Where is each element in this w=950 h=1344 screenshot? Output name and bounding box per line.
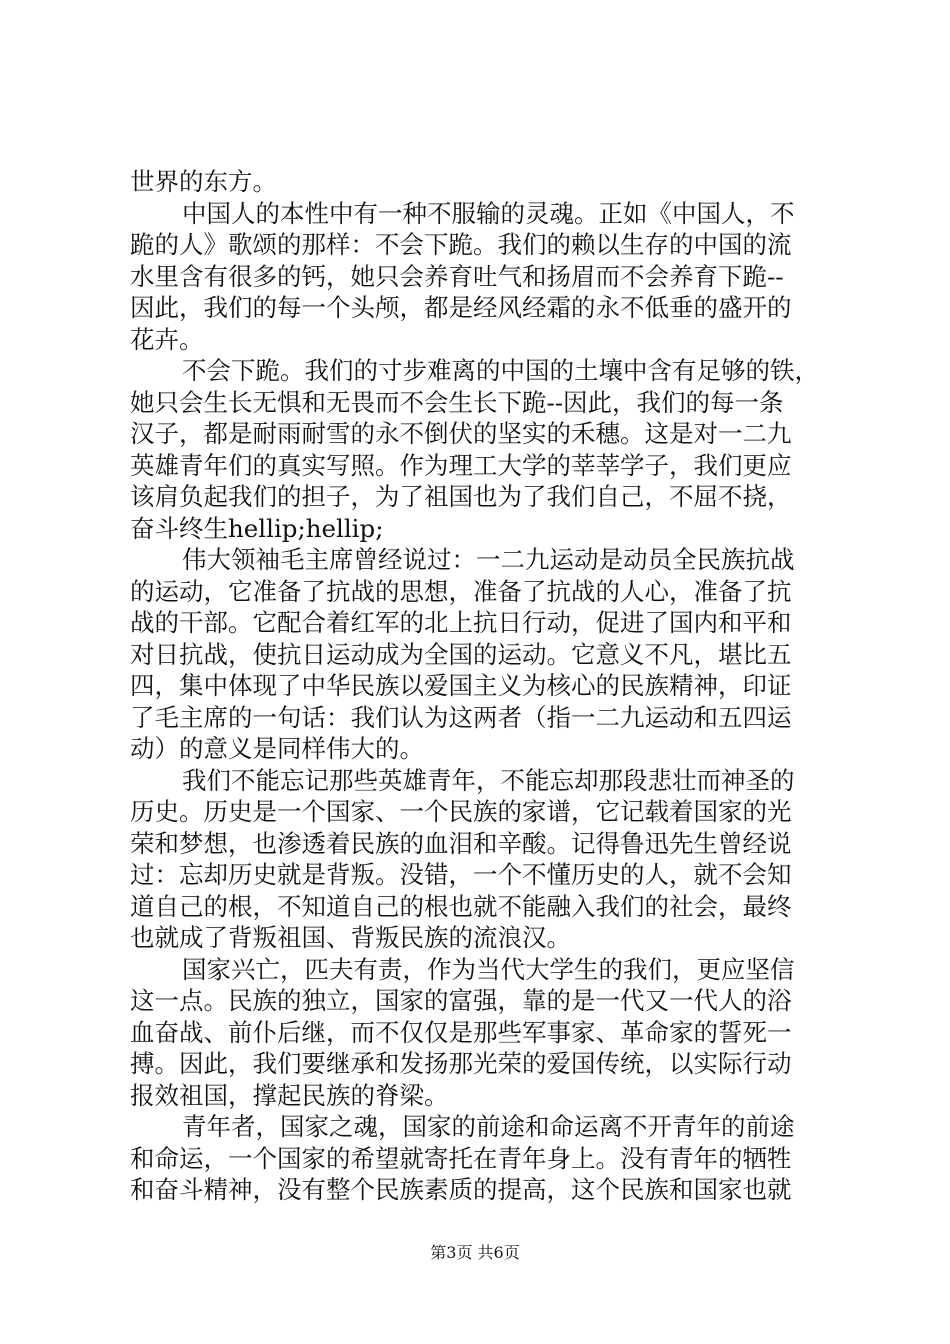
text-line: 该肩负起我们的担子，为了祖国也为了我们自己，不屈不挠， — [130, 482, 792, 511]
document-body — [130, 166, 836, 1206]
text-line: 汉子，都是耐雨耐雪的永不倒伏的坚实的禾穗。这是对一二九 — [130, 419, 792, 448]
text-line: 这一点。民族的独立，国家的富强，靠的是一代又一代人的浴 — [130, 986, 792, 1015]
paragraph-first-line: 我们不能忘记那些英雄青年，不能忘却那段悲壮而神圣的 — [182, 765, 795, 795]
text-line: 报效祖国，撑起民族的脊梁。 — [130, 1080, 449, 1110]
page-number-footer: 第3页 共6页 — [430, 1243, 520, 1262]
text-line: 四，集中体现了中华民族以爱国主义为核心的民族精神，印证 — [130, 671, 792, 700]
paragraph-first-line: 伟大领袖毛主席曾经说过：一二九运动是动员全民族抗战 — [182, 545, 795, 574]
text-line: 也就成了背叛祖国、背叛民族的流浪汉。 — [130, 923, 571, 952]
text-line: 了毛主席的一句话：我们认为这两者（指一二九运动和五四运 — [130, 702, 792, 732]
paragraph-first-line: 青年者，国家之魂，国家的前途和命运离不开青年的前途 — [182, 1112, 795, 1141]
text-line: 对日抗战，使抗日运动成为全国的运动。它意义不凡，堪比五 — [130, 639, 792, 669]
text-line: 水里含有很多的钙，她只会养育吐气和扬眉而不会养育下跪-- — [130, 261, 784, 291]
text-line: 道自己的根，不知道自己的根也就不能融入我们的社会，最终 — [130, 891, 792, 921]
text-line: 和命运，一个国家的希望就寄托在青年身上。没有青年的牺牲 — [130, 1143, 792, 1173]
text-line: 花卉。 — [130, 324, 204, 354]
text-line: 因此，我们的每一个头颅，都是经风经霜的永不低垂的盛开的 — [130, 293, 792, 322]
text-line: 过：忘却历史就是背叛。没错，一个不懂历史的人，就不会知 — [130, 860, 792, 889]
text-line: 跪的人》歌颂的那样：不会下跪。我们的赖以生存的中国的流 — [130, 230, 792, 259]
paragraph-first-line: 中国人的本性中有一种不服输的灵魂。正如《中国人，不 — [182, 198, 795, 228]
text-line: 英雄青年们的真实写照。作为理工大学的莘莘学子，我们更应 — [130, 450, 792, 480]
text-line: 荣和梦想，也渗透着民族的血泪和辛酸。记得鲁迅先生曾经说 — [130, 828, 792, 858]
text-line: 搏。因此，我们要继承和发扬那光荣的爱国传统，以实际行动 — [130, 1049, 792, 1078]
text-line: 血奋战、前仆后继，而不仅仅是那些军事家、革命家的誓死一 — [130, 1017, 792, 1047]
paragraph-first-line: 不会下跪。我们的寸步难离的中国的土壤中含有足够的铁， — [182, 356, 819, 385]
text-line: 世界的东方。 — [130, 167, 277, 196]
text-line: 她只会生长无惧和无畏而不会生长下跪--因此，我们的每一条 — [130, 387, 784, 417]
text-line: 奋斗终生hellip;hellip; — [130, 513, 384, 543]
text-line: 战的干部。它配合着红军的北上抗日行动，促进了国内和平和 — [130, 608, 792, 637]
text-line: 动）的意义是同样伟大的。 — [130, 734, 424, 763]
text-line: 历史。历史是一个国家、一个民族的家谱，它记载着国家的光 — [130, 797, 792, 826]
text-line: 的运动，它准备了抗战的思想，准备了抗战的人心，准备了抗 — [130, 576, 792, 606]
text-line: 和奋斗精神，没有整个民族素质的提高，这个民族和国家也就 — [130, 1175, 792, 1204]
paragraph-first-line: 国家兴亡，匹夫有责，作为当代大学生的我们，更应坚信 — [182, 954, 795, 984]
